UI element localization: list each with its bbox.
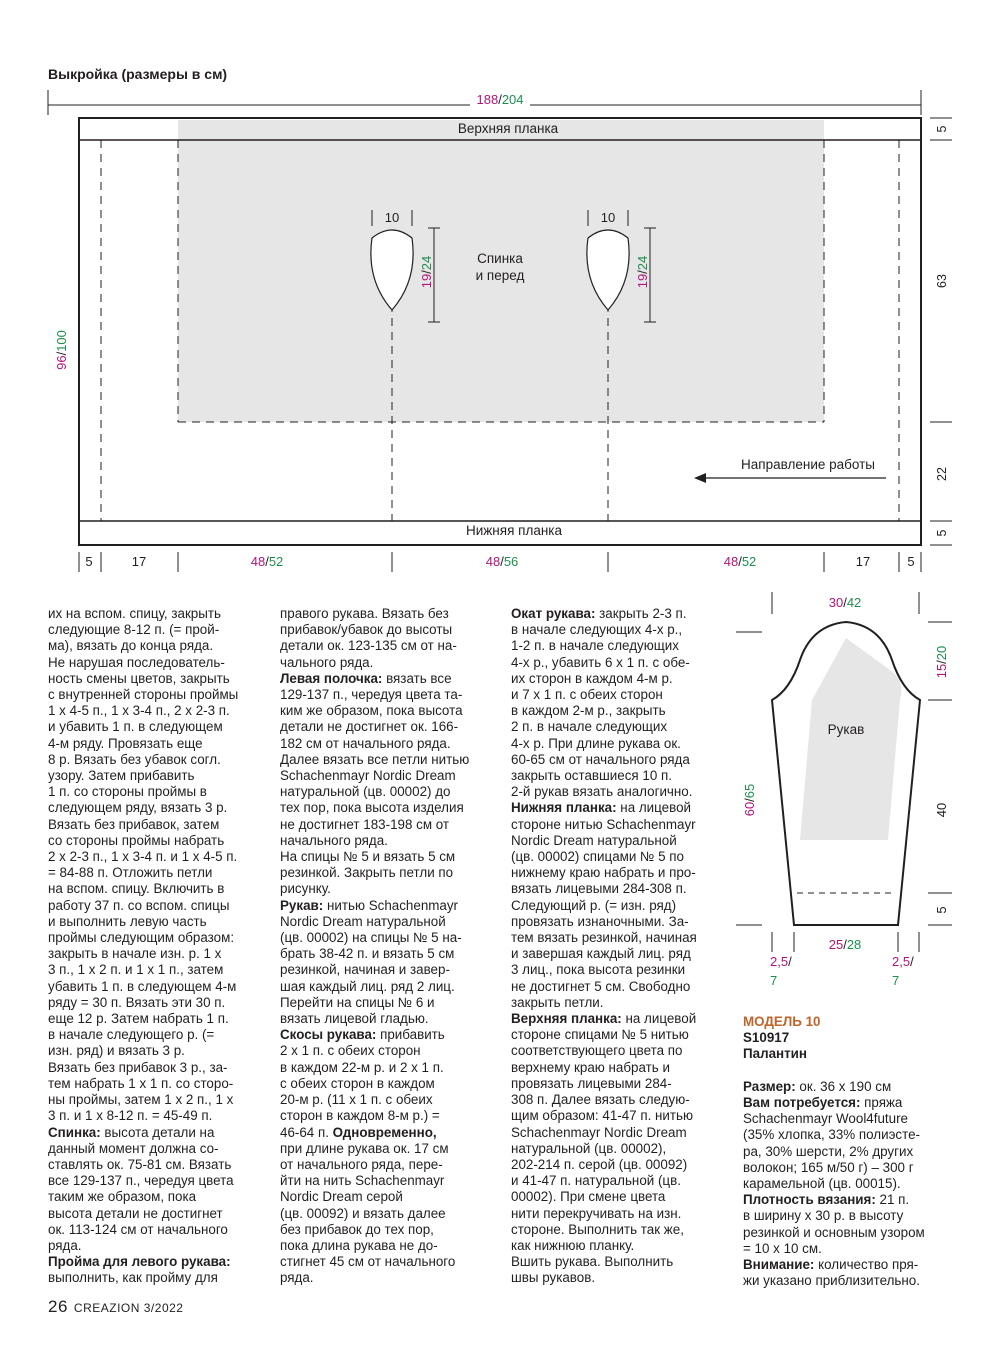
col2-heading-sleeve: Рукав: — [280, 897, 324, 913]
col2-heading-left-front: Левая полочка: — [280, 670, 383, 686]
col1-heading-back: Спинка: — [48, 1124, 101, 1140]
col2-para-left-front: вязать все 129-137 п., чередуя цвета та- ким же образом, пока высота детали не достигнет ок. 166- 182 см от начального ряда. Далее вязать все петли нитью Schachenmayr Nordic Dream натуральной (цв. 00002) до тех пор, пока высота изделия не достигнет 183-198 см от начального ряда. На спицы № 5 и вязать 5 см резинкой. Закрыть петли по рисунку. — [280, 670, 470, 897]
right-dim-4: 5 — [935, 529, 949, 537]
col1-para-left-armhole: выполнить, как пройму для — [48, 1270, 218, 1286]
sleeve-total-height: 60/65 — [742, 783, 757, 817]
model-heading-note: Внимание: — [743, 1257, 815, 1273]
text-column-3 — [511, 606, 697, 1287]
page-number: 26 — [48, 1297, 68, 1316]
model-info — [743, 1014, 925, 1289]
top-width-dim: 188/204 — [476, 92, 524, 107]
direction-label: Направление работы — [741, 457, 875, 472]
armhole-height-right: 19/24 — [635, 255, 650, 289]
sleeve-cap-height: 15/20 — [934, 645, 949, 679]
col1-para-back: высота детали на данный момент должна со- ставлять ок. 75-81 см. Вязать все 129-137 п., чередуя цвета таким же образом, пока высота детали не достигнет ок. 113-124 см от начального ряда. — [48, 1124, 234, 1253]
model-name: Палантин — [743, 1046, 807, 1062]
armhole-width-right: 10 — [600, 210, 616, 225]
model-title: МОДЕЛЬ 10 — [743, 1014, 821, 1029]
sleeve-bottom-width: 25/28 — [828, 937, 862, 952]
sleeve-gray-fill — [800, 638, 901, 840]
col3-para-top-band: на лицевой стороне спицами № 5 нитью соответствующего цвета по верхнему краю набрать и провязать лицевыми 284- 308 п. Далее вязать следую- щим образом: 41-47 п. нитью Schachenmayr Nordic Dream натуральной (цв. 00002), 202-214 п. серой (цв. 00092) и 41-47 п. натуральной (цв. 00002). При смене цвета нити перекручивать на изн. стороне. Выполнить так же, как нижнюю планку. Вшить рукава. Выполнить швы рукавов. — [511, 1011, 697, 1286]
magazine-name: CREAZION 3/2022 — [73, 1301, 184, 1315]
model-para-size: ок. 36 х 190 см — [795, 1078, 892, 1094]
right-dim-1: 5 — [935, 125, 949, 133]
col3-heading-top-band: Верхняя планка: — [511, 1011, 622, 1027]
right-dim-2: 63 — [935, 274, 949, 288]
bottom-dim-2: 17 — [131, 554, 147, 569]
col2-heading-simultaneously: Одновременно, — [332, 1124, 437, 1140]
bottom-dim-6: 17 — [855, 554, 871, 569]
col2-para-sleeve-shaping: прибавить 2 х 1 п. с обеих сторон в каждом 22-м р. и 2 х 1 п. с обеих сторон в каждом 20-м р. (11 х 1 п. с обеих сторон в каждом 8-м р.) = 46-64 п. — [280, 1027, 445, 1140]
sleeve-schematic — [735, 585, 999, 995]
col3-heading-bottom-band: Нижняя планка: — [511, 800, 617, 816]
col2-heading-sleeve-shaping: Скосы рукава: — [280, 1027, 377, 1043]
text-column-2 — [280, 606, 469, 1287]
sleeve-cuff-height: 5 — [934, 906, 949, 914]
text-column-1 — [48, 606, 238, 1287]
col1-heading-left-armhole: Пройма для левого рукава: — [48, 1254, 231, 1270]
col2-para-sleeve: нитью Schachenmayr Nordic Dream натуральной (цв. 00002) на спицы № 5 на- брать 38-42 п. и вязать 5 см резинкой, начиная и завер- шая каждый лиц. ряд 2 лиц. Перейти на спицы № 6 и вязать лицевой гладью. — [280, 897, 462, 1027]
model-heading-gauge: Плотность вязания: — [743, 1192, 876, 1208]
model-para-note: количество пря- жи указано приблизительно. — [743, 1257, 920, 1289]
sleeve-body-height: 40 — [934, 802, 949, 818]
bottom-dim-5: 48/52 — [723, 554, 757, 569]
col3-para-sleeve-cap: закрыть 2-3 п. в начале следующих 4-х р., 1-2 п. в начале следующих 4-х р., убавить 6 х 1 п. с обе- их сторон в каждом 4-м р. и 7 х 1 п. с обеих сторон в каждом 2-м р., закрыть 2 п. в начале следующих 4-х р. При длине рукава ок. 60-65 см от начального ряда закрыть оставшиеся 10 п. 2-й рукав вязать аналогично. — [511, 606, 693, 800]
col2-para-simultaneously: при длине рукава ок. 17 см от начального ряда, пере- йти на нить Schachenmayr Nordic Dream серой (цв. 00092) и вязать далее без прибавок до тех пор, пока длина рукава не до- стигнет 45 см от начального ряда. — [280, 1140, 456, 1286]
armhole-width-left: 10 — [384, 210, 400, 225]
model-heading-materials: Вам потребуется: — [743, 1095, 861, 1111]
model-heading-size: Размер: — [743, 1078, 796, 1094]
sleeve-label: Рукав — [827, 722, 865, 737]
body-label-1: Спинка — [477, 251, 523, 266]
bottom-dim-3: 48/52 — [250, 554, 284, 569]
sleeve-side-left-b: 7 — [770, 973, 778, 988]
col3-heading-sleeve-cap: Окат рукава: — [511, 606, 596, 621]
sleeve-side-right: 2,5/ — [892, 954, 914, 969]
bottom-dim-1: 5 — [85, 554, 93, 569]
sleeve-top-width: 30/42 — [828, 595, 862, 610]
sleeve-side-left: 2,5/ — [770, 954, 792, 969]
bottom-dim-7: 5 — [907, 554, 915, 569]
col2-text: правого рукава. Вязать без прибавок/убавок до высоты детали ок. 123-135 см от на- чального ряда. — [280, 606, 457, 670]
armhole-height-left: 19/24 — [419, 255, 434, 289]
col3-para-bottom-band: на лицевой стороне нитью Schachenmayr Nordic Dream натуральной (цв. 00002) спицами № 5 по нижнему краю набрать и про- вязать лицевыми 284-308 п. Следующий р. (= изн. ряд) провязать изнаночными. За- тем вязать резинкой, начиная и завершая каждый лиц. ряд 3 лиц., пока высота резинки не достигнет 5 см. Свободно закрыть петли. — [511, 800, 697, 1010]
bottom-band-label: Нижняя планка — [465, 523, 563, 538]
right-dim-3: 22 — [935, 467, 949, 481]
body-label-2: и перед — [475, 268, 525, 283]
page-footer — [48, 1297, 183, 1317]
col1-text: их на вспом. спицу, закрыть следующие 8-12 п. (= прой- ма), вязать до конца ряда. Не нарушая последователь- ность смены цветов, закрыть с внутренней стороны проймы 1 х 4-5 п., 1 х 3-4 п., 2 х 2-3 п. и убавить 1 п. в следующем 4-м ряду. Провязать еще 8 р. Вязать без убавок согл. узору. Затем прибавить 1 п. со стороны проймы в следующем ряду, вязать 3 р. Вязать без прибавок, затем со стороны проймы набрать 2 х 2-3 п., 1 х 3-4 п. и 1 х 4-5 п. = 84-88 п. Отложить петли на вспом. спицу. Включить в работу 37 п. со вспом. спицы и выполнить левую часть проймы следующим образом: закрыть в начале изн. р. 1 х 3 п., 1 х 2 п. и 1 х 1 п., затем убавить 1 п. в следующем 4-м ряду = 30 п. Вязать эти 30 п. еще 12 р. Затем набрать 1 п. в начале следующего р. (= изн. ряд) и вязать 3 р. Вязать без прибавок 3 р., за- тем набрать 1 х 1 п. со сторо- ны проймы, затем 1 х 2 п., 1 х 3 п. и 1 х 8-12 п. = 45-49 п. — [48, 606, 239, 1124]
bottom-dim-4: 48/56 — [485, 554, 519, 569]
body-schematic — [0, 0, 999, 600]
model-code: S10917 — [743, 1030, 790, 1046]
model-para-materials: пряжа Schachenmayr Wool4future (35% хлопка, 33% полиэсте- ра, 30% шерсти, 2% других волокон; 165 м/50 г) – 300 г карамельной (цв. 00015). — [743, 1095, 921, 1192]
top-band-label: Верхняя планка — [457, 121, 559, 136]
pattern-title: Выкройка (размеры в см) — [48, 66, 228, 82]
sleeve-side-right-b: 7 — [892, 973, 900, 988]
model-para-gauge: 21 п. в ширину х 30 р. в высоту резинкой и основным узором = 10 х 10 см. — [743, 1192, 925, 1256]
height-total-dim: 96/100 — [54, 330, 69, 370]
